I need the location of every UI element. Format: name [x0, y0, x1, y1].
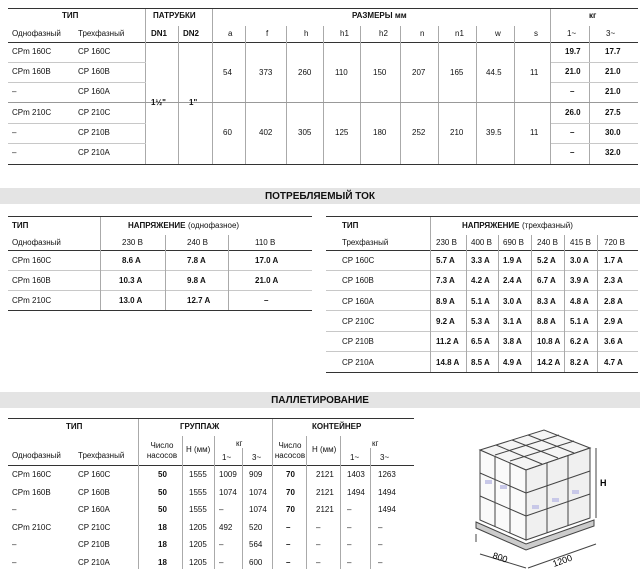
sub-h1: h1	[340, 29, 349, 38]
current-left-value: 13.0 A	[119, 296, 143, 305]
current-right-value: 4.9 A	[503, 357, 522, 367]
dim-row-kg3: 32.0	[605, 148, 621, 157]
current-right-row-name: CP 160B	[342, 276, 374, 286]
pallet-row-single: CPm 160C	[12, 470, 52, 479]
pallet-group-value: 1205	[189, 522, 207, 532]
pallet-container-value: –	[378, 557, 383, 567]
dim-s: 11	[530, 128, 539, 137]
pallet-label-h: H	[600, 478, 607, 488]
pallet-container-value: –	[286, 540, 291, 549]
pallet-row-three: CP 210C	[78, 522, 111, 532]
current-right-value: 7.3 A	[436, 276, 455, 286]
dim-f: 373	[259, 68, 273, 77]
sub-kg1: 1~	[567, 29, 577, 38]
pallet-sub-kg3: 3~	[252, 453, 262, 462]
dim-n: 207	[412, 68, 426, 77]
pallet-group-value: 18	[158, 522, 167, 532]
current-right-col: 240 В	[537, 238, 558, 247]
current-right-value: 2.4 A	[503, 276, 522, 286]
pallet-container-value: –	[316, 522, 321, 532]
current-right-col: 230 В	[436, 238, 457, 247]
pallet-container-value: 1263	[378, 470, 396, 479]
pallet-group-value: 1074	[219, 487, 237, 497]
current-right-col: 720 В	[604, 238, 625, 247]
pallet-container-value: –	[347, 557, 352, 567]
current-right-value: 5.7 A	[436, 256, 455, 265]
current-left-row-name: CPm 160C	[12, 256, 52, 265]
current-left-voltage-note: (однофазное)	[188, 221, 240, 230]
sub-h: h	[304, 29, 309, 38]
current-left-row-name: CPm 160B	[12, 276, 51, 285]
current-left-value: 12.7 A	[187, 296, 211, 305]
dim-row-kg3: 30.0	[605, 128, 621, 137]
current-right-value: 11.2 A	[436, 337, 459, 347]
current-right-value: 6.7 A	[537, 276, 556, 286]
dim-n1: 210	[450, 128, 464, 137]
pallet-box-icon	[476, 430, 596, 568]
current-right-value: 4.8 A	[570, 296, 589, 306]
dim-row-kg1: –	[570, 87, 575, 96]
pallet-container-value: 1494	[378, 505, 396, 514]
col-header-sizes: РАЗМЕРЫ мм	[352, 11, 407, 20]
col-header-patrubki: ПАТРУБКИ	[153, 11, 196, 20]
pallet-row-three: CP 210A	[78, 557, 110, 567]
pallet-group-value: 564	[249, 540, 263, 549]
current-right-value: 6.2 A	[570, 337, 589, 347]
current-right-col: 690 В	[503, 238, 524, 247]
pallet-row-three: CP 210B	[78, 540, 110, 549]
pallet-sub-single: Однофазный	[12, 451, 61, 460]
pallet-label-d: 800	[491, 550, 509, 565]
current-right-col: 415 В	[570, 238, 591, 247]
pallet-container-value: 1494	[378, 487, 396, 497]
dim-row-kg3: 17.7	[605, 47, 621, 56]
pallet-container-value: 2121	[316, 505, 334, 514]
current-left-value: 9.8 A	[187, 276, 206, 285]
pallet-container-header: КОНТЕЙНЕР	[312, 422, 362, 431]
current-left-value: 8.6 A	[122, 256, 141, 265]
current-right-value: 9.2 A	[436, 316, 455, 326]
pallet-group-value: 1009	[219, 470, 237, 479]
pallet-group-value: 1205	[189, 540, 207, 549]
current-right-value: 1.7 A	[604, 256, 623, 265]
dim-s: 11	[530, 68, 539, 77]
dim-row-kg1: –	[570, 128, 575, 137]
sub-s: s	[534, 29, 538, 38]
pallet-drawing	[440, 410, 630, 572]
current-right-value: 8.5 A	[471, 357, 490, 367]
pallet-row-single: –	[12, 557, 17, 567]
pallet-container-value: 2121	[316, 470, 334, 479]
current-left-row-name: CPm 210C	[12, 296, 52, 305]
dim-h1: 125	[335, 128, 349, 137]
current-right-voltage-note: (трехфазный)	[522, 221, 573, 230]
col-header-kg: кг	[589, 11, 597, 20]
current-right-value: 14.8 A	[436, 357, 460, 367]
current-left-type-header: ТИП	[12, 221, 29, 230]
current-right-value: 2.3 A	[604, 276, 623, 286]
pallet-container-value: 1494	[347, 487, 365, 497]
pallet-sub-h: H (мм)	[186, 445, 211, 454]
pallet-group-value: 50	[158, 470, 167, 479]
current-right-value: 3.9 A	[570, 276, 589, 286]
current-right-row-name: CP 210C	[342, 316, 375, 326]
dim-f: 402	[259, 128, 273, 137]
dim-n1: 165	[450, 68, 464, 77]
dim-h1: 110	[335, 68, 348, 77]
pallet-row-single: CPm 210C	[12, 522, 52, 532]
pallet-group-value: 492	[219, 522, 233, 532]
pallet-group-value: 1074	[249, 487, 267, 497]
pallet-container-value: 70	[286, 487, 295, 497]
dn2-value: 1"	[189, 98, 198, 107]
pallet-sub-count-container: Число насосов	[274, 441, 306, 460]
pallet-group-value: 520	[249, 522, 263, 532]
pallet-container-value: 70	[286, 505, 295, 514]
current-right-value: 5.1 A	[570, 316, 589, 326]
pallet-group-value: 909	[249, 470, 263, 479]
current-right-value: 3.1 A	[503, 316, 522, 326]
current-right-value: 8.9 A	[436, 296, 455, 306]
pallet-label-w: 1200	[551, 552, 574, 569]
current-left-value: –	[264, 296, 269, 305]
pallet-sub-three: Трехфазный	[78, 451, 125, 460]
current-right-value: 3.0 A	[570, 256, 589, 265]
current-right-three-header: Трехфазный	[342, 238, 389, 247]
sub-h2: h2	[379, 29, 388, 38]
dim-row-kg1: –	[570, 148, 575, 157]
pallet-sub-kg: кг	[236, 439, 243, 448]
current-right-value: 10.8 A	[537, 337, 561, 347]
pallet-group-value: 1205	[189, 557, 207, 567]
current-right-row-name: CP 210B	[342, 337, 374, 347]
pallet-group-value: 1555	[189, 487, 207, 497]
pallet-sub-count: Число насосов	[146, 441, 178, 460]
pallet-container-value: –	[316, 557, 321, 567]
dim-row-single: –	[12, 87, 17, 96]
pallet-group-value: 600	[249, 557, 263, 567]
current-right-value: 14.2 A	[537, 357, 561, 367]
sub-w: w	[495, 29, 501, 38]
sub-a: a	[228, 29, 233, 38]
pallet-row-three: CP 160C	[78, 470, 111, 479]
current-right-value: 8.2 A	[570, 357, 589, 367]
pallet-group-value: 1555	[189, 505, 207, 514]
dim-row-three: CP 210C	[78, 108, 111, 117]
dim-row-single: –	[12, 148, 17, 157]
dim-row-three: CP 160C	[78, 47, 111, 56]
current-left-value: 7.8 A	[187, 256, 206, 265]
section-title-current: ПОТРЕБЛЯЕМЫЙ ТОК	[264, 191, 376, 202]
sub-single: Однофазный	[12, 29, 61, 38]
dim-row-kg1: 19.7	[565, 47, 581, 56]
sub-f: f	[266, 29, 269, 38]
current-right-value: 2.8 A	[604, 296, 623, 306]
col-header-type: ТИП	[62, 11, 79, 20]
pallet-container-value: –	[286, 557, 291, 567]
current-right-value: 1.9 A	[503, 256, 522, 265]
pallet-group-value: 18	[158, 540, 167, 549]
pallet-group-header: ГРУППАЖ	[180, 422, 220, 431]
pallet-group-value: –	[219, 540, 224, 549]
current-right-value: 2.9 A	[604, 316, 623, 326]
dim-h: 305	[298, 128, 312, 137]
current-right-row-name: CP 160A	[342, 296, 374, 306]
current-right-value: 6.5 A	[471, 337, 490, 347]
section-title-pallet: ПАЛЛЕТИРОВАНИЕ	[271, 395, 369, 406]
dim-row-three: CP 210B	[78, 128, 110, 137]
pallet-row-three: CP 160B	[78, 487, 110, 497]
pallet-group-value: 50	[158, 487, 167, 497]
dim-a: 60	[223, 128, 232, 137]
dim-row-kg1: 21.0	[565, 67, 581, 76]
dim-a: 54	[223, 68, 232, 77]
pallet-group-value: 1555	[189, 470, 207, 479]
pallet-container-value: –	[347, 505, 352, 514]
dim-w: 44.5	[486, 68, 502, 77]
dim-row-single: CPm 160B	[12, 67, 51, 76]
sub-dn2: DN2	[183, 29, 200, 38]
pallet-group-value: 1074	[249, 505, 267, 514]
current-left-col: 240 В	[187, 238, 208, 247]
sub-n: n	[420, 29, 425, 38]
dim-row-three: CP 210A	[78, 148, 110, 157]
pallet-sub-kg1: 1~	[222, 453, 232, 462]
pallet-sub-kg-container: кг	[372, 439, 379, 448]
current-right-value: 8.3 A	[537, 296, 556, 306]
pallet-sub-kg3-container: 3~	[380, 453, 390, 462]
pallet-container-value: –	[286, 522, 291, 532]
sub-three: Трехфазный	[78, 29, 125, 38]
current-right-row-name: CP 160C	[342, 256, 375, 265]
sub-dn1: DN1	[151, 29, 168, 38]
pallet-container-value: 1403	[347, 470, 365, 479]
current-right-value: 3.3 A	[471, 256, 490, 265]
dim-n: 252	[412, 128, 426, 137]
current-right-row-name: CP 210A	[342, 357, 374, 367]
current-left-value: 17.0 A	[255, 256, 279, 265]
dim-h2: 180	[373, 128, 387, 137]
current-right-value: 3.0 A	[503, 296, 522, 306]
pallet-group-value: 50	[158, 505, 167, 514]
current-right-value: 8.8 A	[537, 316, 556, 326]
section-band-current	[0, 188, 640, 204]
current-right-value: 3.8 A	[503, 337, 522, 347]
dim-row-kg3: 21.0	[605, 87, 621, 96]
current-right-value: 5.2 A	[537, 256, 556, 265]
dim-row-single: –	[12, 128, 17, 137]
sub-n1: n1	[455, 29, 464, 38]
current-right-type-header: ТИП	[342, 221, 359, 230]
current-right-voltage-header: НАПРЯЖЕНИЕ	[462, 221, 520, 230]
dim-row-kg3: 27.5	[605, 108, 621, 117]
sub-kg3: 3~	[606, 29, 616, 38]
dn1-value: 1½"	[151, 98, 166, 107]
current-right-col: 400 В	[471, 238, 492, 247]
pallet-container-value: –	[347, 540, 352, 549]
dim-row-single: CPm 160C	[12, 47, 52, 56]
pallet-row-single: CPm 160B	[12, 487, 51, 497]
pallet-group-value: 18	[158, 557, 167, 567]
pallet-container-value: –	[378, 522, 383, 532]
current-right-value: 4.7 A	[604, 357, 623, 367]
current-right-value: 4.2 A	[471, 276, 490, 286]
pallet-row-single: –	[12, 540, 17, 549]
pallet-row-three: CP 160A	[78, 505, 110, 514]
current-right-value: 5.1 A	[471, 296, 490, 306]
dim-row-three: CP 160B	[78, 67, 110, 76]
pallet-sub-h-container: H (мм)	[312, 445, 337, 454]
current-left-value: 10.3 A	[119, 276, 143, 285]
dim-h2: 150	[373, 68, 387, 77]
current-left-voltage-header: НАПРЯЖЕНИЕ	[128, 221, 186, 230]
pallet-container-value: 2121	[316, 487, 334, 497]
current-right-value: 3.6 A	[604, 337, 623, 347]
pallet-sub-kg1-container: 1~	[350, 453, 360, 462]
current-left-value: 21.0 A	[255, 276, 279, 285]
pallet-type-header: ТИП	[66, 422, 83, 431]
pallet-container-value: –	[347, 522, 352, 532]
dim-row-three: CP 160A	[78, 87, 110, 96]
section-band-pallet	[0, 392, 640, 408]
dim-row-kg3: 21.0	[605, 67, 621, 76]
pallet-container-value: –	[378, 540, 383, 549]
pallet-group-value: –	[219, 505, 224, 514]
current-left-col: 110 В	[255, 238, 276, 247]
current-left-single-header: Однофазный	[12, 238, 61, 247]
dim-h: 260	[298, 68, 312, 77]
current-left-col: 230 В	[122, 238, 143, 247]
dim-row-single: CPm 210C	[12, 108, 52, 117]
pallet-group-value: –	[219, 557, 224, 567]
current-right-value: 5.3 A	[471, 316, 490, 326]
dim-w: 39.5	[486, 128, 502, 137]
dim-row-kg1: 26.0	[565, 108, 581, 117]
pallet-row-single: –	[12, 505, 17, 514]
pallet-container-value: 70	[286, 470, 295, 479]
pallet-container-value: –	[316, 540, 321, 549]
